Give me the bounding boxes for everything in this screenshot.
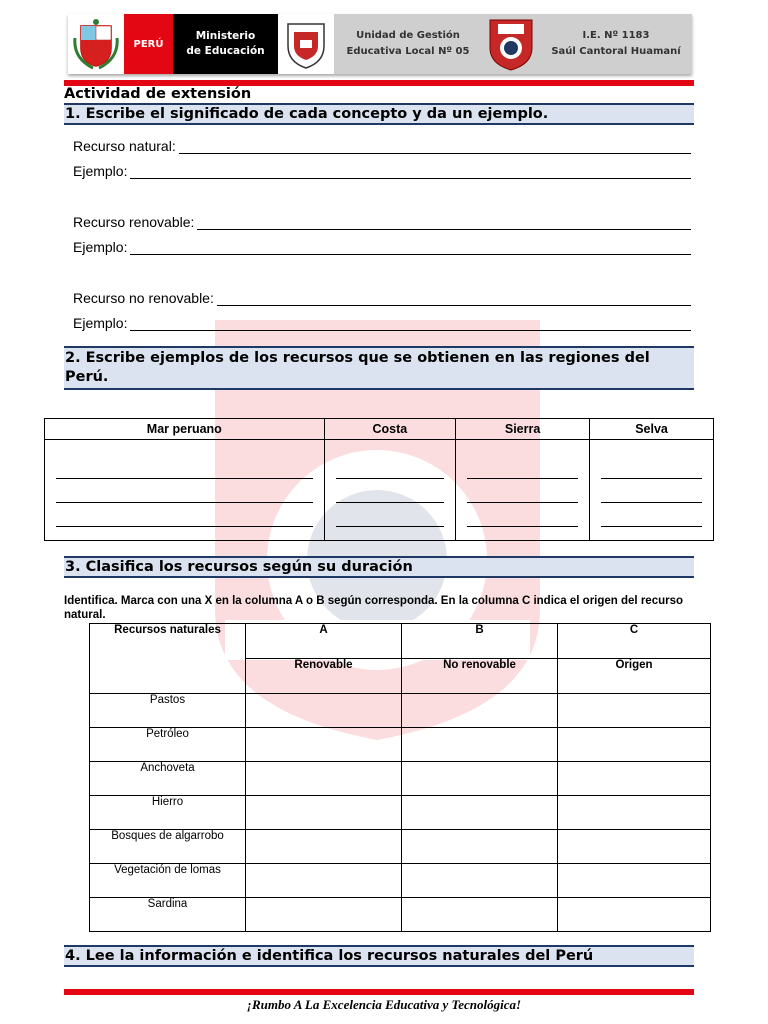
cell-a[interactable] bbox=[246, 864, 402, 898]
answer-blank[interactable] bbox=[130, 240, 691, 255]
example-line-natural[interactable] bbox=[73, 163, 691, 179]
cell-a[interactable] bbox=[246, 728, 402, 762]
concept-label: Recurso no renovable: bbox=[73, 290, 214, 306]
col-a-header: A bbox=[246, 624, 402, 659]
col-c-subheader: Origen bbox=[558, 659, 711, 694]
col-c-header: C bbox=[558, 624, 711, 659]
cell-b[interactable] bbox=[402, 694, 558, 728]
answer-blank[interactable] bbox=[179, 139, 691, 154]
concept-line-natural[interactable] bbox=[73, 138, 691, 154]
ugel-line-1: Unidad de Gestión bbox=[356, 30, 460, 41]
cell-a[interactable] bbox=[246, 796, 402, 830]
cell-b[interactable] bbox=[402, 728, 558, 762]
activity-title: Actividad de extensión bbox=[64, 86, 252, 102]
cell-c[interactable] bbox=[558, 762, 711, 796]
cell-a[interactable] bbox=[246, 830, 402, 864]
cell-b[interactable] bbox=[402, 864, 558, 898]
region-cell-sierra[interactable] bbox=[456, 440, 590, 541]
section-4-title: 4. Lee la información e identifica los recursos naturales del Perú bbox=[64, 945, 694, 967]
column-header: Costa bbox=[324, 419, 455, 440]
answer-blank[interactable] bbox=[217, 291, 691, 306]
school-line-2: Saúl Cantoral Huamaní bbox=[551, 46, 681, 57]
resource-name: Pastos bbox=[90, 694, 246, 728]
col-resources-header: Recursos naturales bbox=[90, 624, 246, 694]
school-shield-icon bbox=[486, 16, 536, 72]
cell-b[interactable] bbox=[402, 830, 558, 864]
column-header: Selva bbox=[590, 419, 714, 440]
ministry-label bbox=[173, 14, 278, 74]
cell-a[interactable] bbox=[246, 762, 402, 796]
school-label bbox=[540, 14, 692, 74]
region-cell-mar[interactable] bbox=[45, 440, 325, 541]
country-label: PERÚ bbox=[124, 14, 173, 74]
col-b-header: B bbox=[402, 624, 558, 659]
cell-c[interactable] bbox=[558, 830, 711, 864]
example-label: Ejemplo: bbox=[73, 163, 128, 179]
section-3-title: 3. Clasifica los recursos según su duración bbox=[64, 556, 694, 578]
document-header bbox=[68, 14, 692, 74]
school-line-1: I.E. Nº 1183 bbox=[582, 30, 650, 41]
cell-b[interactable] bbox=[402, 796, 558, 830]
cell-c[interactable] bbox=[558, 728, 711, 762]
cell-c[interactable] bbox=[558, 796, 711, 830]
example-line-renewable[interactable] bbox=[73, 239, 691, 255]
section-3-instructions: Identifica. Marca con una X en la columna A o B según corresponda. En la columna C indica el origen del recurso natural. bbox=[64, 595, 684, 621]
column-header: Sierra bbox=[456, 419, 590, 440]
col-b-subheader: No renovable bbox=[402, 659, 558, 694]
concept-label: Recurso natural: bbox=[73, 138, 176, 154]
section-1-title: 1. Escribe el significado de cada concepto y da un ejemplo. bbox=[64, 103, 694, 125]
answer-blank[interactable] bbox=[130, 164, 691, 179]
region-cell-selva[interactable] bbox=[590, 440, 714, 541]
region-cell-costa[interactable] bbox=[324, 440, 455, 541]
answer-blank[interactable] bbox=[197, 215, 691, 230]
concept-label: Recurso renovable: bbox=[73, 214, 195, 230]
answer-blank[interactable] bbox=[130, 316, 691, 331]
cell-c[interactable] bbox=[558, 694, 711, 728]
concept-line-nonrenewable[interactable] bbox=[73, 290, 691, 306]
cell-b[interactable] bbox=[402, 898, 558, 932]
regions-table bbox=[44, 418, 714, 541]
footer-divider bbox=[64, 989, 694, 995]
coat-of-arms-icon bbox=[73, 18, 119, 70]
example-line-nonrenewable[interactable] bbox=[73, 315, 691, 331]
peru-coat-of-arms bbox=[68, 14, 124, 74]
ugel-shield-icon bbox=[282, 18, 330, 70]
school-logo bbox=[482, 14, 540, 74]
ugel-label bbox=[334, 14, 482, 74]
resource-name: Anchoveta bbox=[90, 762, 246, 796]
example-label: Ejemplo: bbox=[73, 315, 128, 331]
ugel-logo bbox=[278, 14, 334, 74]
cell-b[interactable] bbox=[402, 762, 558, 796]
cell-a[interactable] bbox=[246, 898, 402, 932]
cell-a[interactable] bbox=[246, 694, 402, 728]
resource-name: Sardina bbox=[90, 898, 246, 932]
ministry-line-1: Ministerio bbox=[195, 30, 256, 42]
resources-classification-table bbox=[89, 623, 711, 932]
cell-c[interactable] bbox=[558, 898, 711, 932]
resource-name: Vegetación de lomas bbox=[90, 864, 246, 898]
example-label: Ejemplo: bbox=[73, 239, 128, 255]
column-header: Mar peruano bbox=[45, 419, 325, 440]
footer-slogan: ¡Rumbo A La Excelencia Educativa y Tecnológica! bbox=[246, 997, 522, 1012]
col-a-subheader: Renovable bbox=[246, 659, 402, 694]
resource-name: Petróleo bbox=[90, 728, 246, 762]
section-2-title: 2. Escribe ejemplos de los recursos que se obtienen en las regiones del Perú. bbox=[64, 346, 694, 390]
resource-name: Bosques de algarrobo bbox=[90, 830, 246, 864]
ugel-line-2: Educativa Local Nº 05 bbox=[346, 46, 470, 57]
ministry-line-2: de Educación bbox=[186, 45, 265, 57]
resource-name: Hierro bbox=[90, 796, 246, 830]
cell-c[interactable] bbox=[558, 864, 711, 898]
concept-line-renewable[interactable] bbox=[73, 214, 691, 230]
